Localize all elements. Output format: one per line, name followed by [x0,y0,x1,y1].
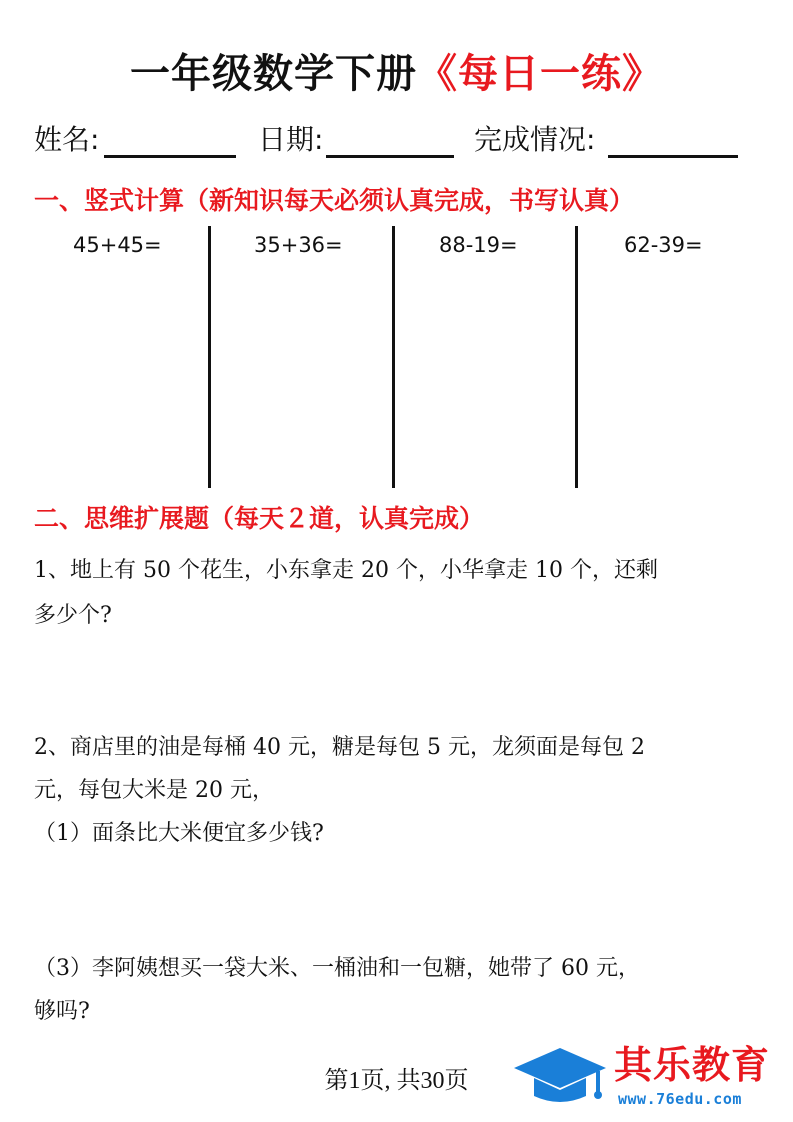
logo-url: www.76edu.com [618,1090,742,1108]
problem2-line2: 元，每包大米是 20 元， [34,778,274,803]
date-label: 日期: [258,123,324,156]
page-number: 第1页, 共30页 [324,1068,469,1094]
problem1-line2: 多少个? [34,603,112,628]
logo-brand: 其乐教育 [614,1043,771,1087]
section1-heading: 一、竖式计算（新知识每天必须认真完成，书写认真） [34,186,635,215]
page-title [0,48,793,100]
problem2-sub3-line2: 够吗? [34,999,90,1024]
title-accent: 《每日一练》 [417,51,663,97]
name-label: 姓名: [34,123,100,156]
calc-exercise-2: 35+36= [254,233,343,257]
problem2-sub3-line1: （3）李阿姨想买一袋大米、一桶油和一包糖，她带了 60 元， [34,956,640,981]
name-blank[interactable] [104,155,236,158]
status-blank[interactable] [608,155,738,158]
problem1-line1: 1、地上有 50 个花生，小东拿走 20 个，小华拿走 10 个，还剩 [34,558,658,583]
column-divider-2 [392,226,395,488]
calc-exercise-1: 45+45= [73,233,162,257]
calc-exercise-4: 62-39= [624,233,703,257]
column-divider-1 [208,226,211,488]
title-main: 一年级数学下册 [130,51,417,97]
calc-exercise-3: 88-19= [439,233,518,257]
graduation-cap-icon [510,1042,610,1112]
problem2-sub1: （1）面条比大米便宜多少钱? [34,821,324,846]
date-blank[interactable] [326,155,454,158]
section2-heading: 二、思维扩展题（每天２道，认真完成） [34,504,485,533]
problem2-line1: 2、商店里的油是每桶 40 元，糖是每包 5 元，龙须面是每包 2 [34,735,645,760]
column-divider-3 [575,226,578,488]
status-label: 完成情况: [474,123,596,156]
